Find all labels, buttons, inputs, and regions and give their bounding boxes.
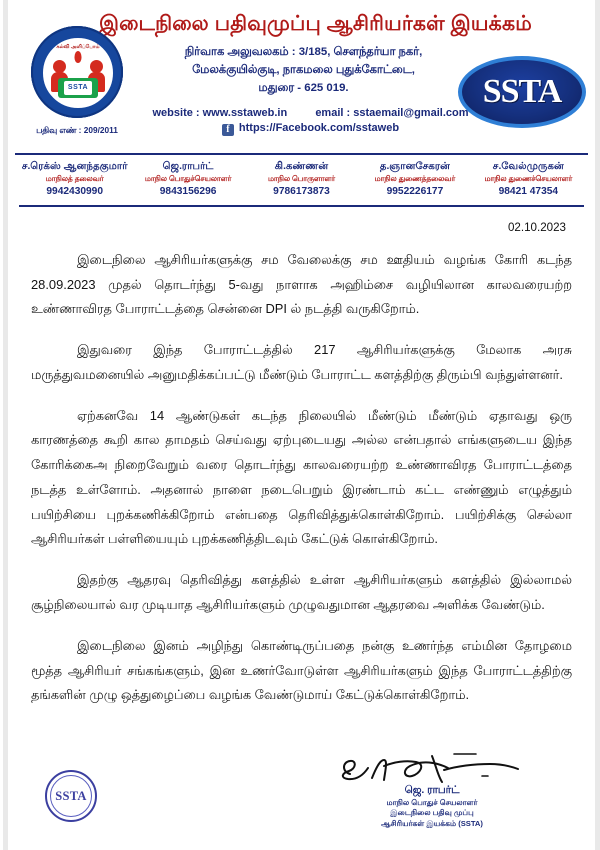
emblem-book-page bbox=[64, 81, 92, 95]
paragraph-2: இதுவரை இந்த போராட்டத்தில் 217 ஆசிரியர்களுக்கு மேலாக அரசு மருத்துவமனையில் அனுமதிக்கப்பட்டு மீண்டும் போராட்ட களத்திற்கு திரும்பி வந்துள்ளனர். bbox=[31, 342, 572, 382]
bearer-role: மாநில துணைச்செயலாளர் bbox=[484, 173, 573, 183]
facebook-url[interactable]: https://Facebook.com/sstaweb bbox=[238, 121, 400, 134]
paragraph-3: ஏற்கனவே 14 ஆண்டுகள் கடந்த நிலையில் மீண்டும் மீண்டும் ஏதாவது ஒரு காரணத்தை கூறி கால தாமதம் செய்வது ஏற்புடையது அல்ல என்பதால் எங்களுடைய இந்த கோரிக்கைஅ நிறைவேறும் வரை தொடர்ந்து காலவரையற்ற உண்ணாவிரத போராட்டத்தை நடத்த உள்ளோம். அதனால் நாளை நடைபெறும் இரண்டாம் கட்ட எண்ணும் எழுத்தும் பயிற்சியை புறக்கணிக்கிறோம் என்பதை தெரிவித்துக்கொள்கிறோம். பயிற்சிக்கு செல்லா ஆசிரியர்கள் பள்ளியையும் புறக்கணித்திடவும் கேட்டுக் கொள்கிறோம். bbox=[31, 407, 572, 547]
bearer-vice-president bbox=[359, 160, 470, 199]
seal-label: SSTA bbox=[55, 788, 87, 803]
bearer-name: ச.வேல்முருகன் bbox=[492, 161, 564, 172]
website-label[interactable]: website : www.sstaweb.in bbox=[152, 106, 288, 119]
bearer-name: ஜெ.ராபர்ட் bbox=[162, 161, 214, 172]
facebook-icon: f bbox=[222, 124, 234, 136]
emblem-inner-disc bbox=[42, 37, 114, 109]
address-line-1: நிர்வாக அலுவலகம் : 3/185, சௌந்தர்யா நகர், bbox=[184, 45, 423, 58]
letterhead bbox=[3, 0, 600, 150]
bearer-general-secretary bbox=[132, 160, 243, 199]
bearer-name: ச.ரெக்ஸ் ஆனந்தகுமார் bbox=[21, 161, 128, 172]
signatory-org-line-1: இடைநிலை பதிவு முப்பு bbox=[390, 808, 474, 818]
paragraph-5: இடைநிலை இனம் அழிந்து கொண்டிருப்பதை நன்கு உணர்ந்த எம்மின தோழமை மூத்த ஆசிரியர் சங்கங்களும், இன உணர்வோடுள்ள ஆசிரியர்களும் இந்த போராட்டத்திற்கு தங்களின் முழு ஒத்துழைப்பை வழங்க வேண்டுமாய் கேட்டுக்கொள்கிறோம். bbox=[31, 637, 572, 703]
paragraph-4: இதற்கு ஆதரவு தெரிவித்து களத்தில் உள்ள ஆசிரியர்களும் களத்தில் இல்லாமல் சூழ்நிலையால் வர முடியாத ஆசிரியர்களும் முழுவதுமான ஆதரவை அளிக்க வேண்டும். bbox=[31, 572, 572, 612]
bearer-role: மாநில பொதுச்செயலாளர் bbox=[144, 173, 232, 183]
bearer-role: மாநில பொருளாளர் bbox=[267, 173, 336, 183]
emblem-flame-icon bbox=[75, 51, 82, 63]
emblem-book-label: SSTA bbox=[67, 84, 89, 91]
bearer-phone[interactable]: 9942430990 bbox=[46, 185, 104, 197]
paragraph-1: இடைநிலை ஆசிரியர்களுக்கு சம வேலைக்கு சம ஊதியம் வழங்க கோரி கடந்த 28.09.2023 முதல் தொடர்ந்து 5-வது நாளாக அஹிம்சை வழியிலான காலவரையற்ற உண்ணாவிரத போராட்டத்தை சென்னை DPI ல் நடத்தி வருகிறோம். bbox=[31, 251, 572, 317]
organization-title: இடைநிலை பதிவுமுப்பு ஆசிரியர்கள் இயக்கம் bbox=[99, 12, 532, 35]
signatory-name: ஜெ. ராபர்ட் bbox=[404, 785, 460, 796]
bearer-phone[interactable]: 9786173873 bbox=[273, 185, 330, 197]
email-label[interactable]: email : sstaemail@gmail.com bbox=[315, 106, 469, 119]
signature-icon bbox=[332, 752, 532, 788]
bearer-name: கி.கண்ணன் bbox=[274, 161, 329, 172]
ssta-logo-text: SSTA bbox=[482, 73, 562, 110]
bearer-joint-secretary bbox=[473, 160, 584, 199]
bearer-phone[interactable]: 9952226177 bbox=[386, 185, 444, 197]
signatory-org-line-2: ஆசிரியர்கள் இயக்கம் (SSTA) bbox=[381, 819, 483, 829]
bearer-role: மாநிலத் தலைவர் bbox=[45, 173, 104, 183]
bearer-phone[interactable]: 9843156296 bbox=[159, 185, 217, 197]
letter-footer bbox=[3, 752, 600, 844]
signatory-role: மாநில பொதுச் செயலாளர் bbox=[386, 797, 478, 807]
bearer-name: த.ஞானசேகரன் bbox=[379, 161, 450, 172]
ssta-oval-logo bbox=[458, 56, 586, 128]
bearer-role: மாநில துணைத்தலைவர் bbox=[374, 173, 456, 183]
address-line-3: மதுரை - 625 019. bbox=[258, 82, 349, 95]
bearer-treasurer bbox=[246, 160, 357, 199]
office-bearers-row bbox=[3, 155, 600, 199]
emblem-icon bbox=[31, 26, 123, 118]
emblem-book-icon bbox=[58, 78, 98, 98]
organization-emblem bbox=[25, 26, 129, 137]
registration-number: பதிவு எண் : 209/2011 bbox=[36, 125, 118, 135]
bearer-phone[interactable]: 98421 47354 bbox=[498, 185, 559, 197]
emblem-arc-text: கல்வி அளிப்போம் bbox=[56, 44, 100, 50]
letter-date: 02.10.2023 bbox=[507, 220, 566, 234]
bearer-state-president bbox=[19, 160, 130, 199]
address-line-2: மேலக்குயில்குடி, நாகமலை புதுக்கோட்டை, bbox=[192, 64, 415, 77]
signature-block bbox=[316, 752, 548, 830]
letter-body bbox=[3, 207, 600, 708]
official-seal-stamp bbox=[45, 770, 97, 822]
handwritten-signature bbox=[316, 752, 548, 788]
